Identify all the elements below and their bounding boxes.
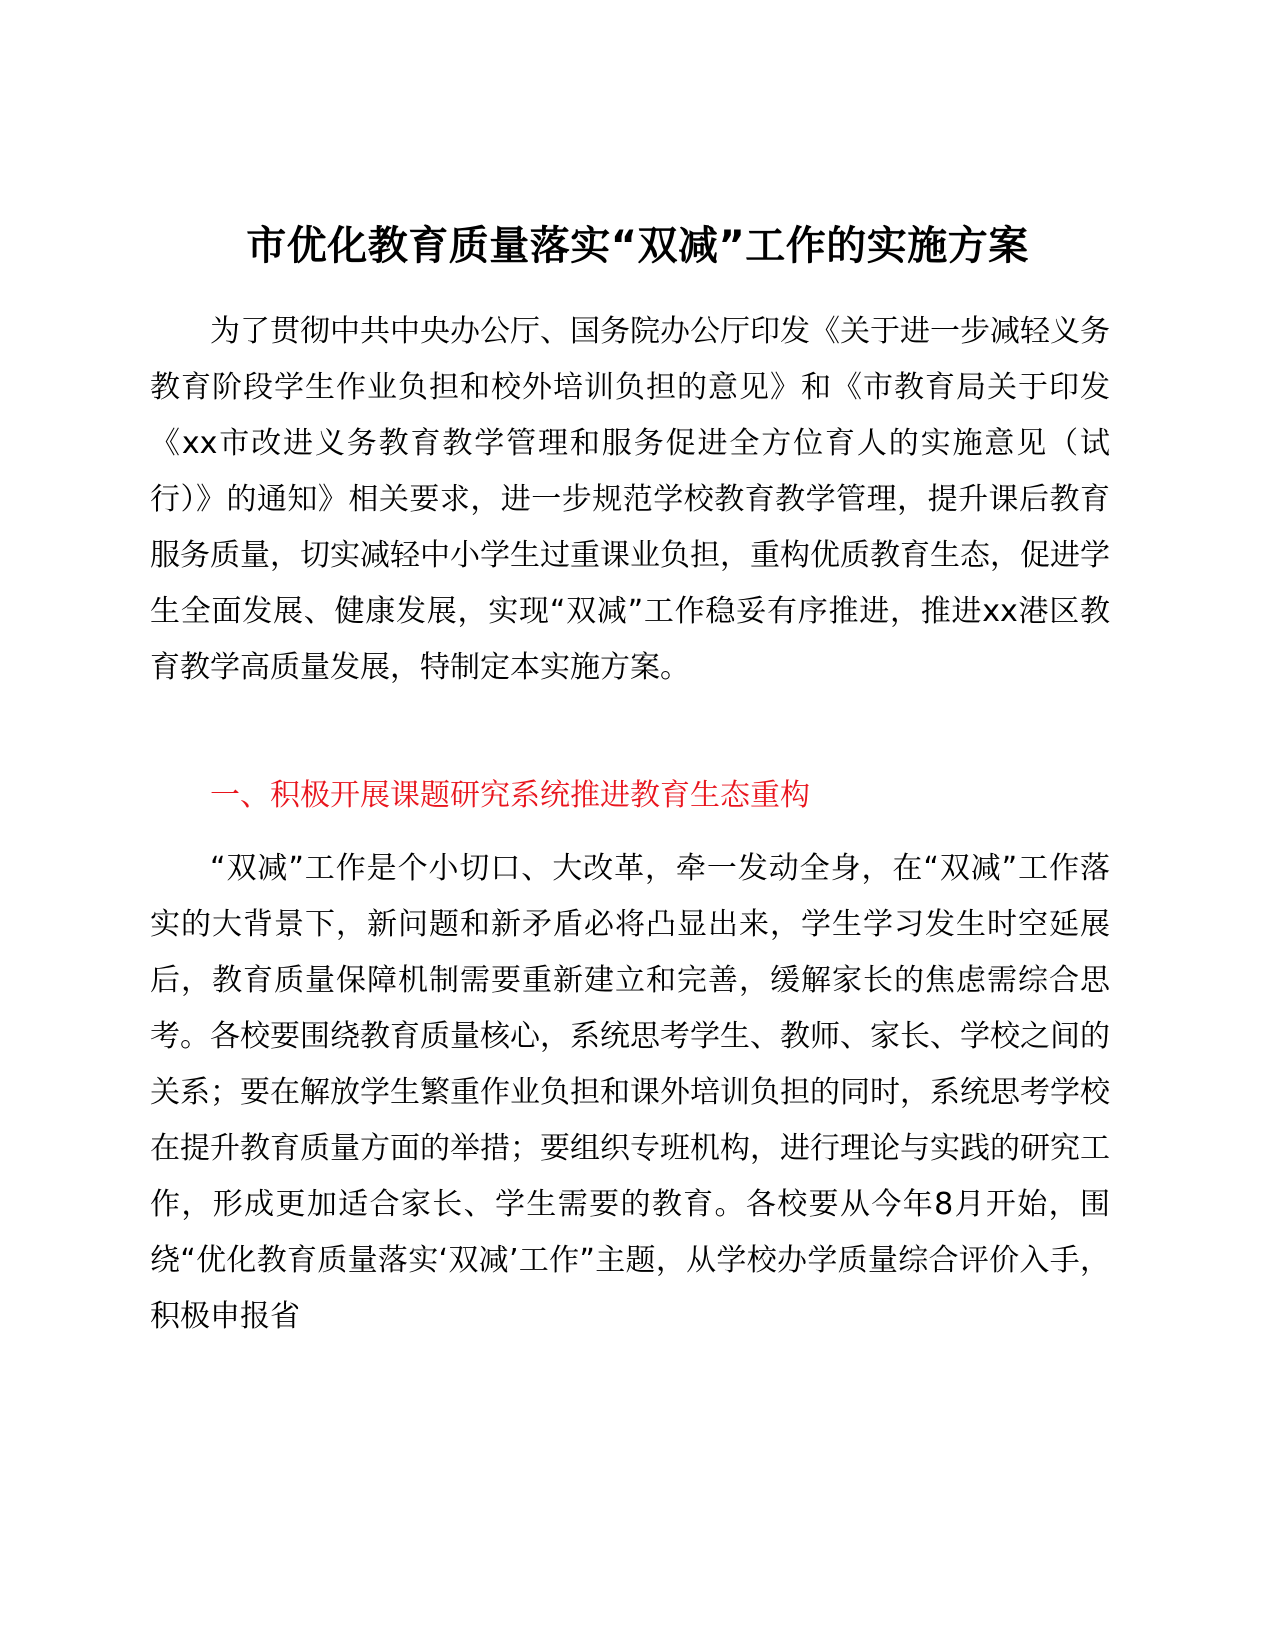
section-body-paragraph: “双减”工作是个小切口、大改革，牵一发动全身，在“双减”工作落实的大背景下，新问题和新矛盾必将凸显出来，学生学习发生时空延展后，教育质量保障机制需要重新建立和完善，缓解家长的焦虑需综合思考。各校要围绕教育质量核心，系统思考学生、教师、家长、学校之间的关系；要在解放学生繁重作业负担和课外培训负担的同时，系统思考学校在提升教育质量方面的举措；要组织专班机构，进行理论与实践的研究工作，形成更加适合家长、学生需要的教育。各校要从今年8月开始，围绕“优化教育质量落实‘双减’工作”主题，从学校办学质量综合评价入手，积极申报省: [150, 851, 1110, 1334]
document-title: 市优化教育质量落实“双减”工作的实施方案: [246, 223, 1029, 269]
section-heading: 一、积极开展课题研究系统推进教育生态重构: [210, 778, 810, 813]
intro-paragraph: 为了贯彻中共中央办公厅、国务院办公厅印发《关于进一步减轻义务教育阶段学生作业负担和校外培训负担的意见》和《市教育局关于印发《xx市改进义务教育教学管理和服务促进全方位育人的实施意见（试行）》的通知》相关要求，进一步规范学校教育教学管理，提升课后教育服务质量，切实减轻中小学生过重课业负担，重构优质教育生态，促进学生全面发展、健康发展，实现“双减”工作稳妥有序推进，推进xx港区教育教学高质量发展，特制定本实施方案。: [150, 314, 1110, 685]
